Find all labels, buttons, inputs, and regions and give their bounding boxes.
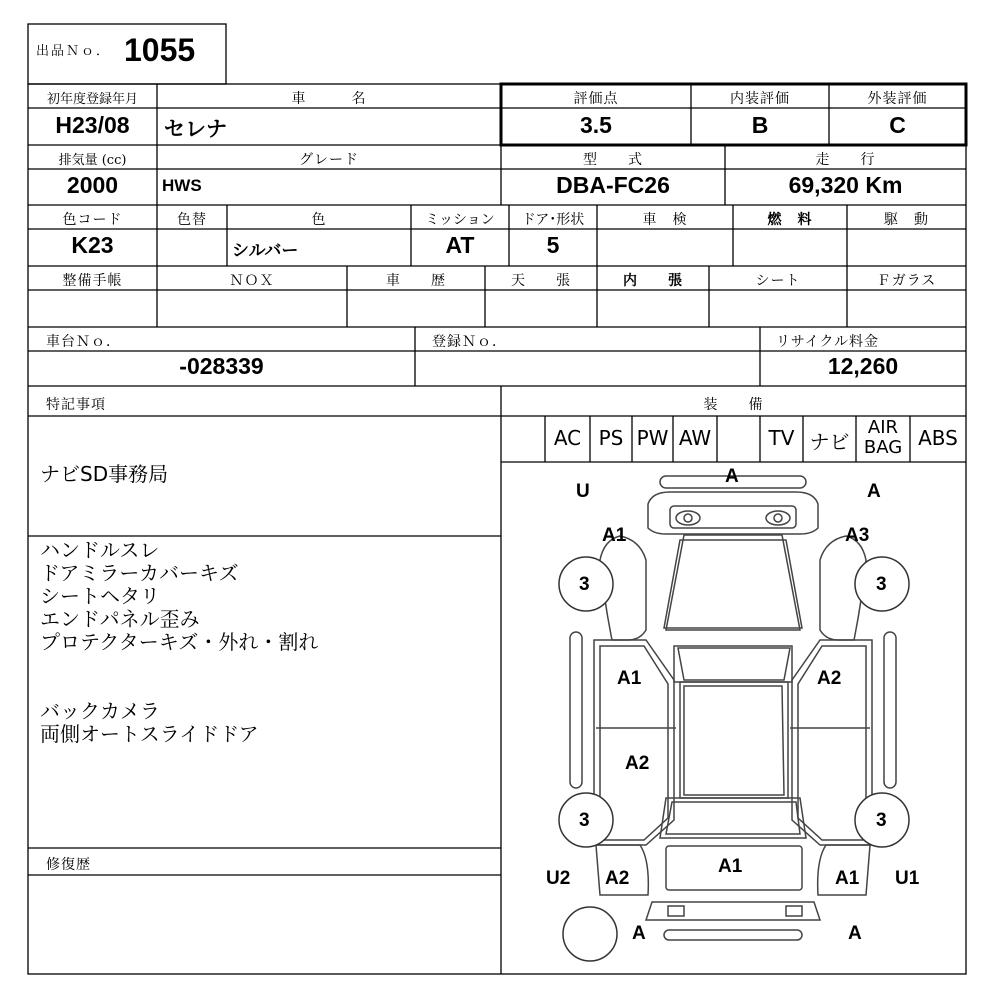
inspection-label: 車 検 bbox=[642, 212, 688, 228]
mark-rear-right-quarter: A1 bbox=[835, 868, 860, 889]
grade-label: グレード bbox=[299, 152, 359, 168]
car-name-value: セレナ bbox=[164, 118, 227, 141]
spare-tire-circle bbox=[563, 907, 617, 961]
maintenance-book-label: 整備手帳 bbox=[62, 273, 123, 289]
color-label: 色 bbox=[311, 212, 327, 228]
equipment-aw: AW bbox=[678, 426, 712, 450]
hood-shape bbox=[666, 535, 800, 630]
interior-value: B bbox=[751, 112, 769, 138]
model-label: 型 式 bbox=[583, 152, 643, 168]
notes-line bbox=[40, 654, 318, 677]
score-value: 3.5 bbox=[580, 112, 612, 138]
nox-label: ＮＯＸ bbox=[229, 273, 275, 289]
lot-number: 1055 bbox=[124, 32, 196, 68]
chassis-number-label: 車台Ｎｏ． bbox=[46, 334, 121, 350]
first-registration-label: 初年度登録年月 bbox=[46, 92, 138, 107]
notes-line: プロテクターキズ・外れ・割れ bbox=[40, 630, 319, 654]
equipment-ps: PS bbox=[598, 426, 624, 450]
mark-back-door: A1 bbox=[718, 856, 743, 877]
seat-label: シート bbox=[755, 273, 801, 289]
roof-shape bbox=[684, 686, 784, 795]
mark-front-bumper: A bbox=[725, 466, 739, 487]
equipment-abs: ABS bbox=[918, 426, 958, 450]
drive-label: 駆 動 bbox=[884, 212, 929, 228]
mileage-label: 走 行 bbox=[815, 152, 876, 168]
equipment-ac: AC bbox=[553, 426, 582, 450]
notes-list bbox=[40, 539, 318, 746]
mark-right-front-fender: A3 bbox=[845, 525, 870, 546]
mark-tire-rear-left: 3 bbox=[579, 810, 590, 831]
mark-right-front-door: A2 bbox=[817, 668, 842, 689]
front-glass-label: Ｆガラス bbox=[876, 273, 937, 289]
mark-rear-bumper-right: A bbox=[848, 923, 862, 944]
mark-rear-left-quarter: A2 bbox=[605, 868, 630, 889]
equipment-tv: TV bbox=[768, 426, 795, 450]
interior-label: 内装評価 bbox=[730, 91, 790, 107]
displacement-value: 2000 bbox=[66, 172, 119, 198]
displacement-label: 排気量 (cc) bbox=[58, 153, 127, 168]
mark-rear-left-corner: U2 bbox=[546, 868, 571, 889]
special-notes-label: 特記事項 bbox=[46, 397, 106, 413]
mark-rear-right-corner: U1 bbox=[895, 868, 920, 889]
car-name-label: 車 名 bbox=[291, 91, 367, 107]
repair-history-label: 修復歴 bbox=[46, 857, 91, 873]
model-value: DBA-FC26 bbox=[556, 172, 670, 198]
color-code-label: 色コード bbox=[62, 212, 123, 228]
equipment-airbag: AIR BAG bbox=[863, 417, 903, 458]
first-registration-value: H23/08 bbox=[55, 112, 130, 138]
exterior-label: 外装評価 bbox=[867, 91, 928, 107]
car-history-label: 車 歴 bbox=[386, 273, 446, 289]
mission-label: ミッション bbox=[425, 212, 495, 228]
mark-rear-bumper-left: A bbox=[632, 923, 646, 944]
color-code-value: K23 bbox=[71, 232, 114, 258]
notes-line: ハンドルスレ bbox=[40, 538, 160, 562]
mark-front-right-corner: A bbox=[867, 481, 881, 502]
door-value: 5 bbox=[546, 232, 560, 258]
mark-front-left-corner: U bbox=[576, 481, 590, 502]
notes-line: バックカメラ bbox=[40, 699, 160, 723]
notes-line: シートヘタリ bbox=[40, 584, 160, 608]
recycle-fee-value: 12,260 bbox=[827, 353, 899, 379]
mark-tire-rear-right: 3 bbox=[876, 810, 887, 831]
mileage-value: 69,320 Km bbox=[788, 172, 903, 198]
equipment-pw: PW bbox=[636, 426, 669, 450]
notes-line: ドアミラーカバーキズ bbox=[40, 561, 239, 585]
notes-line bbox=[40, 677, 318, 700]
repaint-label: 色替 bbox=[177, 212, 207, 228]
equipment-navi: ナビ bbox=[809, 430, 850, 454]
registration-number-label: 登録Ｎｏ． bbox=[432, 334, 507, 350]
door-label: ドア･形状 bbox=[521, 212, 585, 228]
rear-bumper-shape bbox=[646, 902, 820, 920]
mission-value: AT bbox=[445, 232, 475, 258]
notes-line: 両側オートスライドドア bbox=[40, 722, 259, 746]
recycle-fee-label: リサイクル料金 bbox=[776, 334, 880, 350]
exterior-value: C bbox=[889, 112, 906, 138]
mark-left-front-door: A1 bbox=[617, 668, 642, 689]
mark-left-slide-door: A2 bbox=[625, 753, 650, 774]
equipment-label: 装 備 bbox=[703, 397, 764, 413]
notes-top-text: ナビSD事務局 bbox=[40, 462, 169, 486]
left-step-shape bbox=[570, 632, 582, 788]
fuel-label: 燃 料 bbox=[767, 212, 813, 228]
inner-lining-label: 内 張 bbox=[623, 273, 683, 289]
right-step-shape bbox=[884, 632, 896, 788]
lot-label: 出品Ｎｏ． bbox=[36, 44, 112, 59]
mark-left-front-fender: A1 bbox=[602, 525, 627, 546]
roof-lining-label: 天 張 bbox=[511, 273, 571, 289]
chassis-number-value: -028339 bbox=[179, 353, 264, 379]
mark-tire-front-left: 3 bbox=[579, 574, 590, 595]
grade-value: HWS bbox=[162, 176, 202, 195]
mark-tire-front-right: 3 bbox=[876, 574, 887, 595]
color-value: シルバー bbox=[232, 241, 299, 260]
score-label: 評価点 bbox=[573, 91, 619, 107]
notes-line: エンドパネル歪み bbox=[40, 607, 200, 631]
